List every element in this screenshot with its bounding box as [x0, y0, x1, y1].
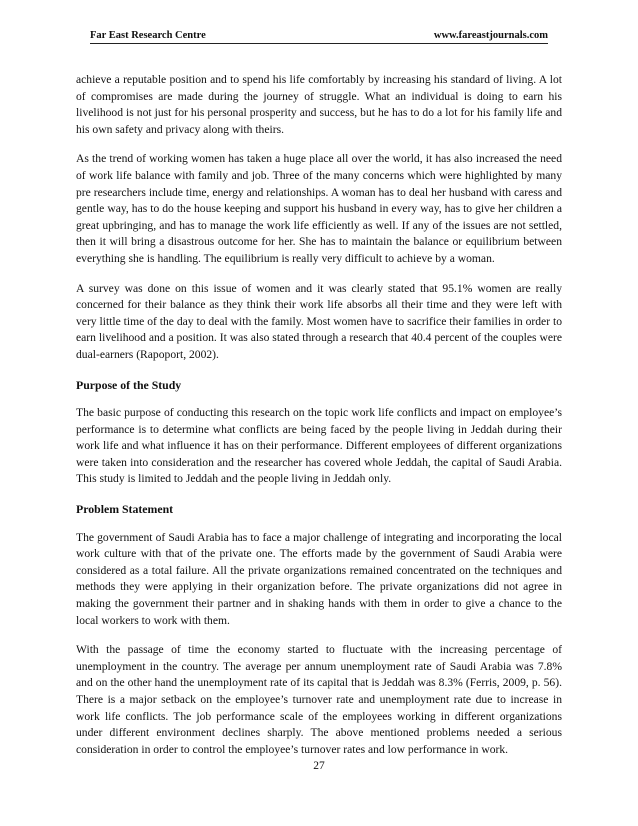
paragraph: As the trend of working women has taken a huge place all over the world, it has also increased the need of work life balance with family and job. Three of the many concerns which were highlighted by many pre researchers include time, energy and relationships. A woman has to deal her husband with caress and gentle way, has to do the house keeping and support his husband in every way, has to give her children a great upbringing, and has to manage the work life efficiently as well. If any of the issues are not settled, then it will bring a disastrous outcome for her. She has to maintain the balance or equilibrium between everything she is handling. The equilibrium is really very difficult to achieve by a woman.: [76, 152, 562, 265]
section-heading-purpose: Purpose of the Study: [76, 377, 182, 392]
paragraph: The basic purpose of conducting this research on the topic work life conflicts and impact on employee’s performance is to determine what conflicts are being faced by the people living in Jeddah during their work life and what influence it has on their performance. Different employees of different organizations were taken into consideration and the researcher has covered whole Jeddah, the capital of Saudi Arabia. This study is limited to Jeddah and the people living in Jeddah only.: [76, 406, 562, 486]
paragraph: A survey was done on this issue of women and it was clearly stated that 95.1% women are really concerned for their balance as they think their work life absorbs all their time and they were left with very little time of the day to deal with the family. Most women have to sacrifice their families in order to earn livelihood and a position. It was also stated through a research that 40.4 percent of the couples were dual-earners (Rapoport, 2002).: [76, 281, 562, 361]
section-heading-problem: Problem Statement: [76, 502, 174, 517]
paragraph: achieve a reputable position and to spend his life comfortably by increasing his standard of living. A lot of compromises are made during the journey of struggle. What an individual is doing to earn his livelihood is not just for his personal prosperity and success, but he has to do a lot for his family life and his own safety and privacy along with theirs.: [76, 73, 562, 136]
body-text: [76, 72, 562, 771]
paragraph: With the passage of time the economy started to fluctuate with the increasing percentage of unemployment in the country. The average per annum unemployment rate of Saudi Arabia was 7.8% and on the other hand the unemployment rate of its capital that is Jeddah was 8.3% (Ferris, 2009, p. 56). There is a major setback on the employee’s turnover rate and unemployment rate due to increase in work life conflicts. The job performance scale of the employees working in different organizations under different environment declines sharply. The above mentioned problems needed a serious consideration in order to control the employee’s turnover rates and low performance in work.: [76, 643, 562, 756]
running-header: [90, 30, 548, 44]
journal-name: Far East Research Centre: [90, 30, 206, 41]
page-number: 27: [313, 760, 325, 772]
paragraph: The government of Saudi Arabia has to face a major challenge of integrating and incorporating the local work culture with that of the private one. The efforts made by the government of Saudi Arabia were considered as a total failure. All the private organizations remained concentrated on the techniques and methods they were applying in their organization before. The private organizations did not agree in making the government their partner and in shaking hands with them in order to give a chance to the local workers to work with them.: [76, 530, 562, 627]
journal-url: www.fareastjournals.com: [433, 30, 548, 41]
